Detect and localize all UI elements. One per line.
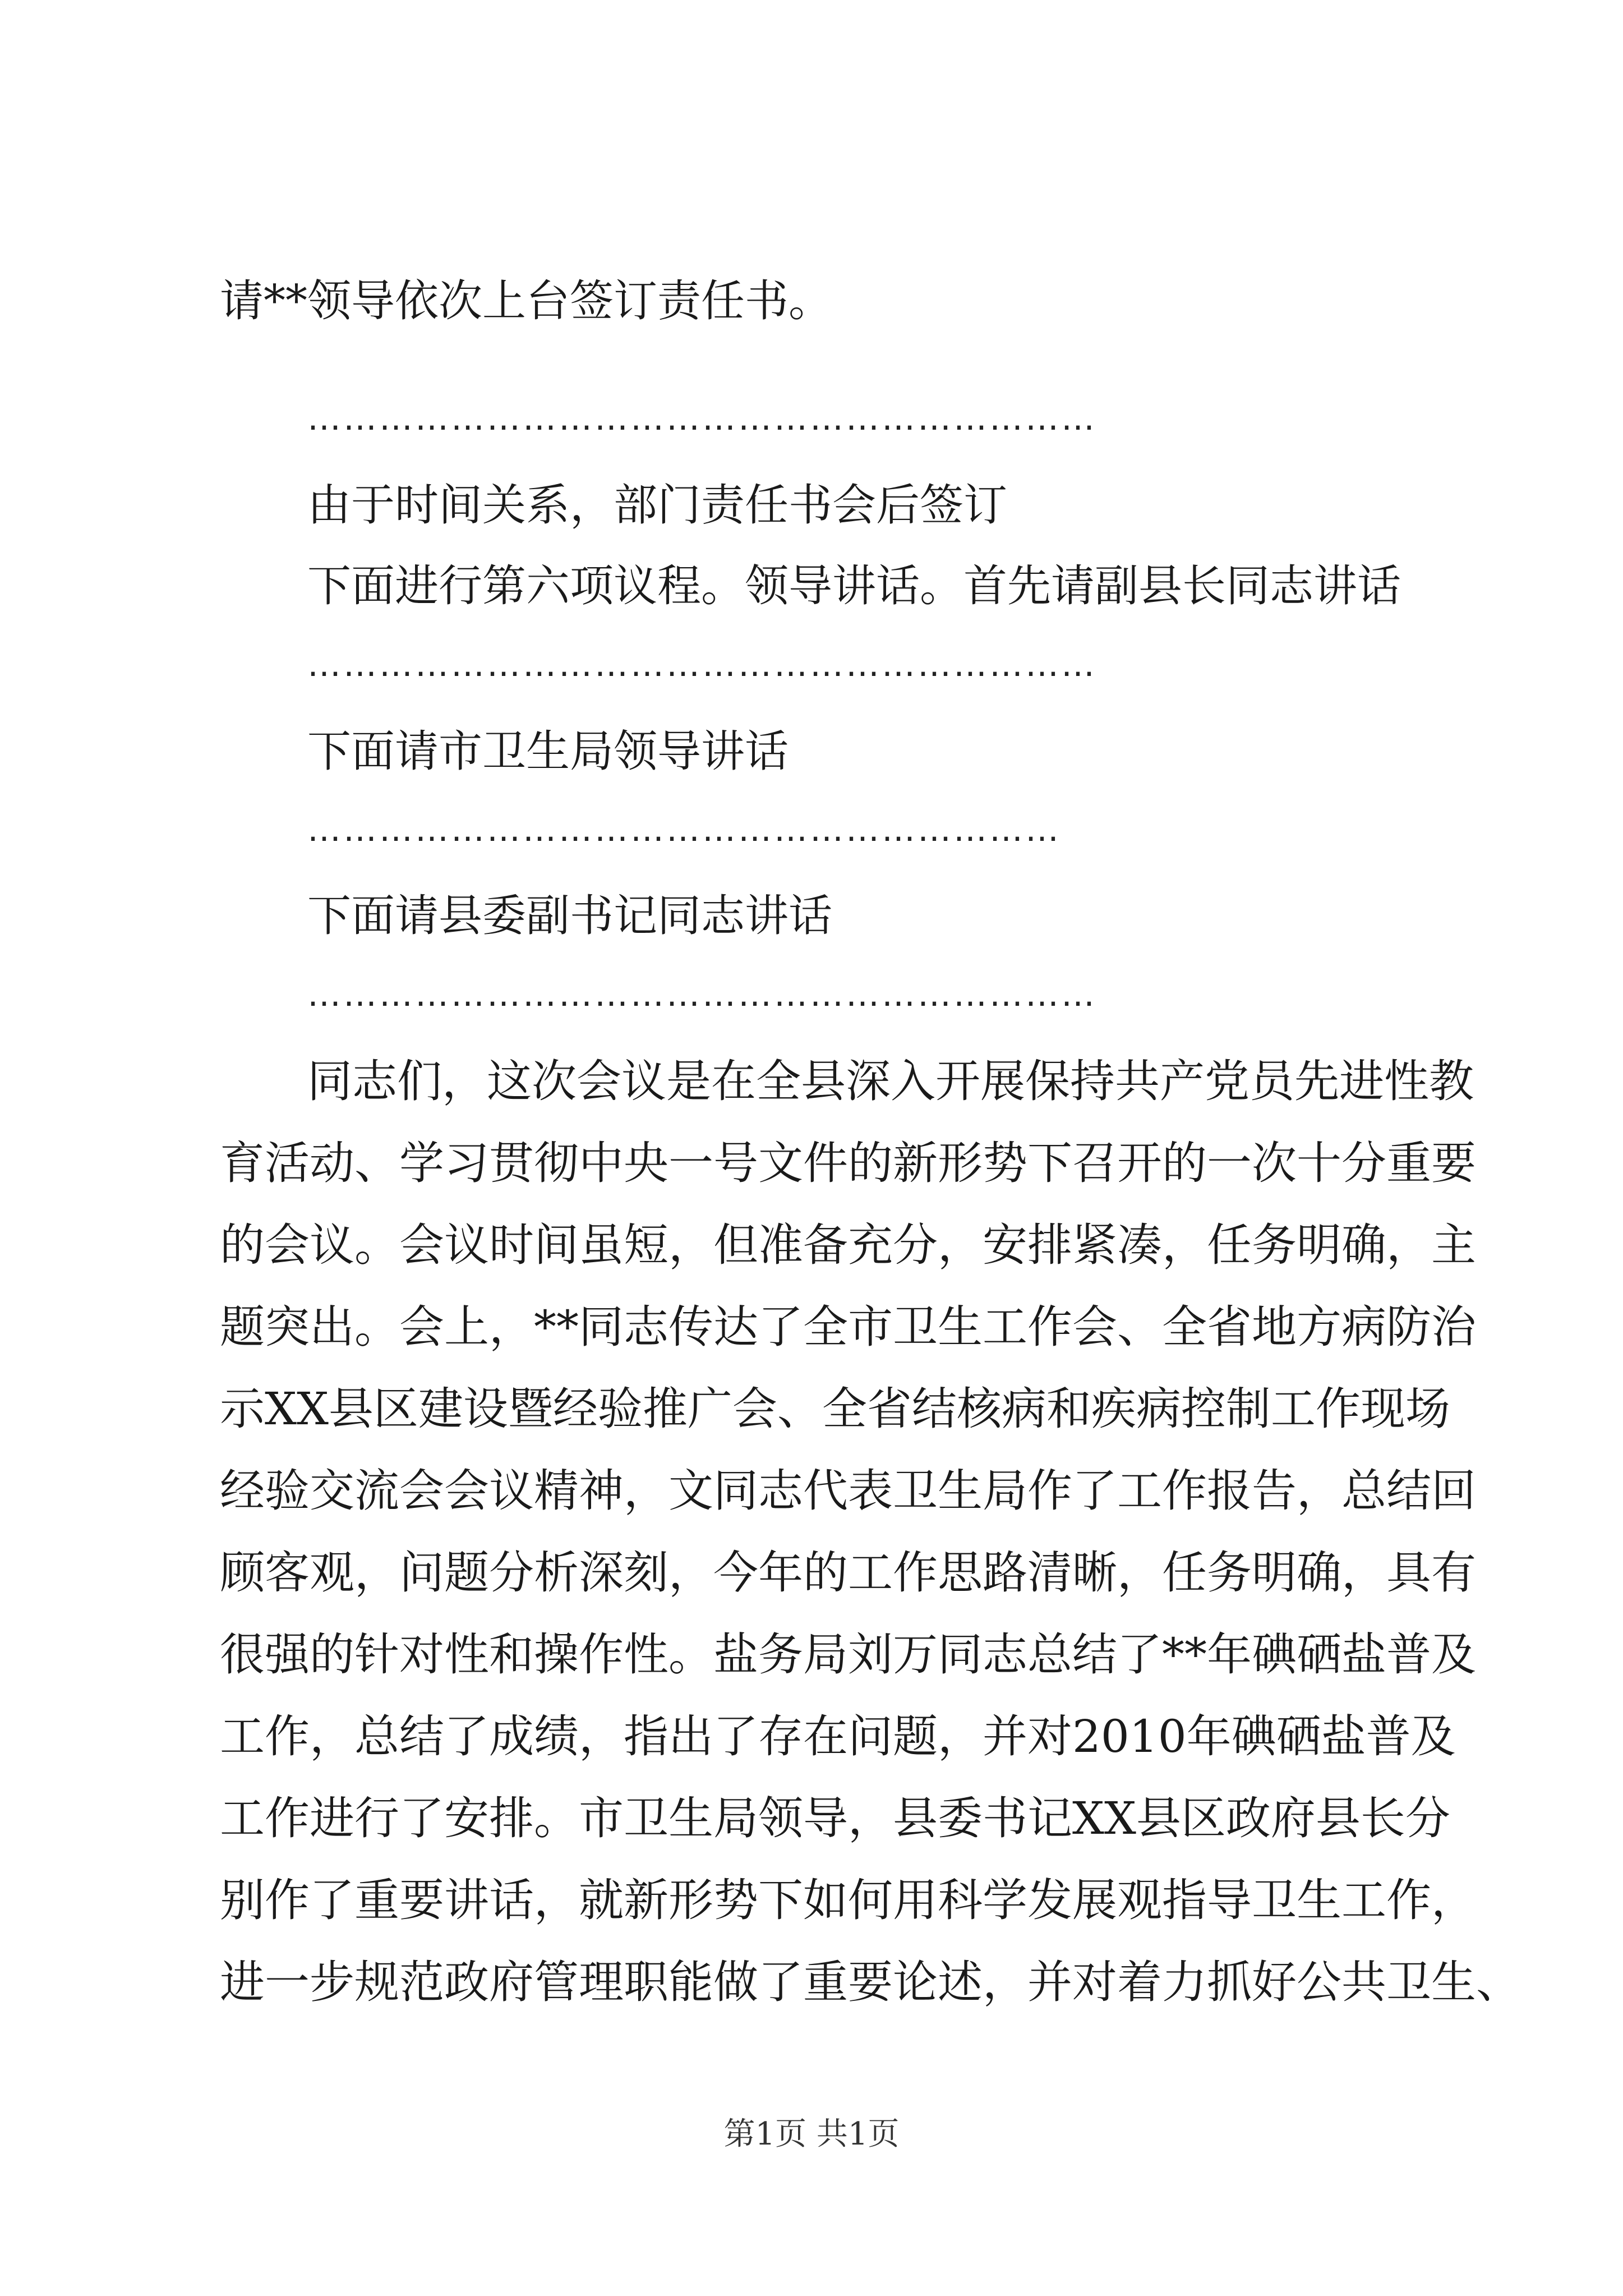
ellipsis-line: ………………………………………………………… [307, 645, 1097, 684]
header-line: 请**领导依次上台签订责任书。 [220, 276, 833, 326]
paragraph-line: 示XX县区建设暨经验推广会、全省结核病和疾病控制工作现场 [220, 1383, 1450, 1435]
agenda-line: 下面进行第六项议程。领导讲话。首先请副县长同志讲话 [307, 561, 1401, 611]
ellipsis-line: ………………………………………………………… [307, 975, 1097, 1014]
paragraph-line: 别作了重要讲话，就新形势下如何用科学发展观指导卫生工作， [220, 1874, 1476, 1926]
ellipsis-line: ………………………………………………………… [307, 399, 1097, 438]
paragraph-line: 经验交流会会议精神，文同志代表卫生局作了工作报告，总结回 [220, 1465, 1476, 1517]
paragraph-line: 顾客观，问题分析深刻，今年的工作思路清晰，任务明确，具有 [220, 1547, 1476, 1599]
paragraph-line: 很强的针对性和操作性。盐务局刘万同志总结了**年碘硒盐普及 [220, 1628, 1476, 1681]
ellipsis-line: ……………………………………………………… [307, 810, 1061, 849]
paragraph-line: 题突出。会上，**同志传达了全市卫生工作会、全省地方病防治 [220, 1301, 1476, 1353]
paragraph-line: 同志们，这次会议是在全县深入开展保持共产党员先进性教 [307, 1055, 1474, 1107]
agenda-line: 下面请市卫生局领导讲话 [307, 726, 789, 777]
page-footer: 第1页 共1页 [723, 2116, 900, 2152]
paragraph-line: 的会议。会议时间虽短，但准备充分，安排紧凑，任务明确，主 [220, 1219, 1476, 1271]
agenda-line: 由于时间关系，部门责任书会后签订 [307, 480, 1008, 531]
paragraph-line: 工作，总结了成绩，指出了存在问题，并对2010年碘硒盐普及 [220, 1710, 1456, 1763]
agenda-line: 下面请县委副书记同志讲话 [307, 891, 833, 941]
paragraph-line: 进一步规范政府管理职能做了重要论述，并对着力抓好公共卫生、 [220, 1956, 1521, 2008]
paragraph-line: 育活动、学习贯彻中央一号文件的新形势下召开的一次十分重要 [220, 1137, 1476, 1189]
paragraph-line: 工作进行了安排。市卫生局领导，县委书记XX县区政府县长分 [220, 1792, 1450, 1844]
